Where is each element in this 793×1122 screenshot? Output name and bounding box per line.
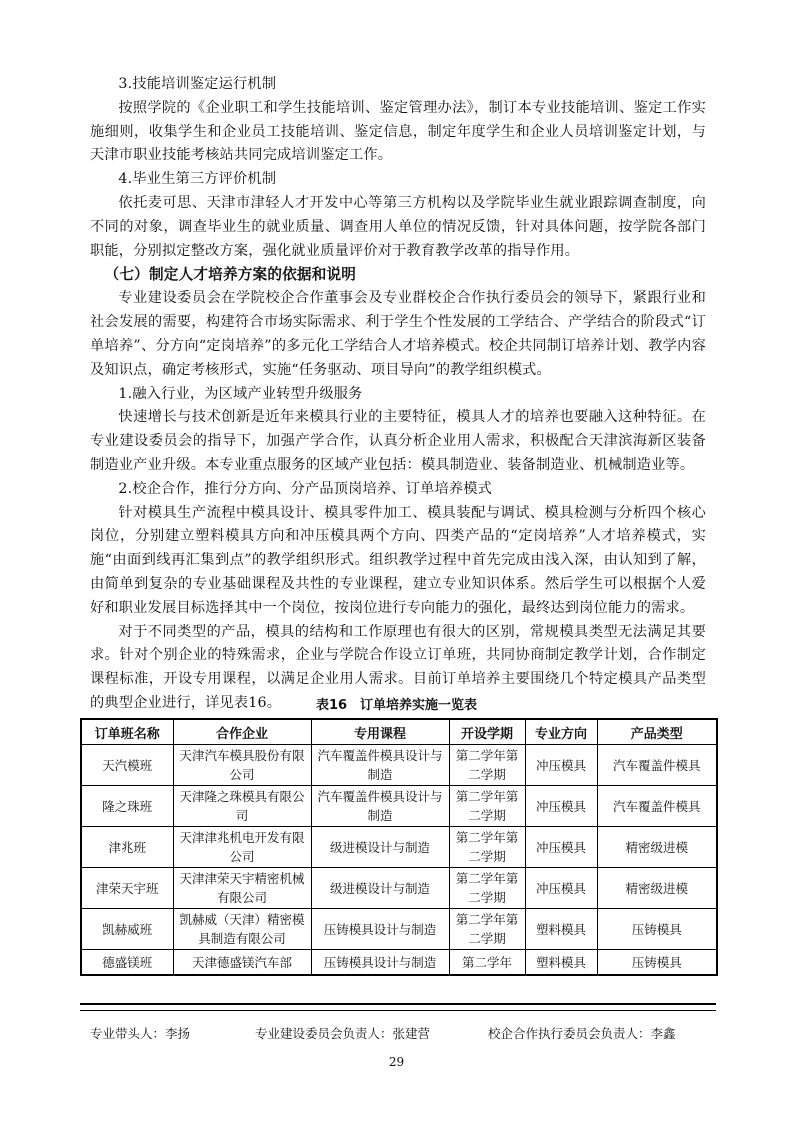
footer-committee: 专业建设委员会负责人：张建营 — [255, 1026, 431, 1041]
order-training-table — [80, 718, 718, 976]
paragraph-heading: 2.校企合作，推行分方向、分产品顶岗培养、订单培养模式 — [118, 480, 493, 497]
cell-class-name: 津兆班 — [81, 827, 173, 868]
cell-semester: 第二学年第二学期 — [449, 745, 525, 786]
footer-divider — [80, 1003, 716, 1005]
paragraph: 针对模具生产流程中模具设计、模具零件加工、模具装配与调试、模具检测与分析四个核心岗位，分别建立塑料模具方向和冲压模具两个方向、四类产品的“定岗培养”人才培养模式，实施“由面到线再汇集到点”的教学组织形式。组织教学过程中首先完成由浅入深，由认知到了解，由简单到复杂的专业基础课程及共性的专业课程，建立专业知识体系。然后学生可以根据个人爱好和职业发展目标选择其中一个岗位，按岗位进行专向能力的强化，最终达到岗位能力的需求。 — [90, 504, 706, 616]
page-number: 29 — [388, 1055, 405, 1069]
cell-partner: 天津津荣天宇精密机械有限公司 — [173, 868, 311, 909]
body-text — [90, 73, 706, 716]
cell-product: 精密级进模 — [597, 868, 717, 909]
cell-partner: 天津德盛镁汽车部 — [173, 950, 311, 976]
footer-divider-thin — [80, 1010, 716, 1011]
table-row — [81, 950, 717, 976]
cell-semester: 第二学年第二学期 — [449, 909, 525, 950]
paragraph: 对于不同类型的产品，模具的结构和工作原理也有很大的区别，常规模具类型无法满足其要求。针对个别企业的特殊需求，企业与学院合作设立订单班，共同协商制定教学计划，合作制定课程标准，开设专用课程，以满足企业用人需求。目前订单培养主要围绕几个特定模具产品类型的典型企业进行，详见表16。 — [90, 623, 706, 711]
cell-semester: 第二学年第二学期 — [449, 786, 525, 827]
cell-course: 汽车覆盖件模具设计与制造 — [311, 745, 449, 786]
cell-class-name: 德盛镁班 — [81, 950, 173, 976]
section-title: （七）制定人才培养方案的依据和说明 — [104, 266, 357, 284]
cell-class-name: 天汽模班 — [81, 745, 173, 786]
cell-direction: 冲压模具 — [525, 786, 597, 827]
header-product: 产品类型 — [597, 719, 717, 745]
table-row — [81, 868, 717, 909]
header-semester: 开设学期 — [449, 719, 525, 745]
paragraph: 专业建设委员会在学院校企合作董事会及专业群校企合作执行委员会的领导下，紧跟行业和社会发展的需要，构建符合市场实际需求、利于学生个性发展的工学结合、产学结合的阶段式“订单培养”、分方向“定岗培养”的多元化工学结合人才培养模式。校企共同制订培养计划、教学内容及知识点，确定考核形式，实施“任务驱动、项目导向”的教学组织模式。 — [90, 290, 706, 378]
cell-course: 级进模设计与制造 — [311, 827, 449, 868]
cell-product: 精密级进模 — [597, 827, 717, 868]
cell-direction: 冲压模具 — [525, 827, 597, 868]
paragraph-heading: 3.技能培训鉴定运行机制 — [118, 76, 277, 92]
footer-executive: 校企合作执行委员会负责人：李鑫 — [488, 1026, 676, 1041]
header-course: 专用课程 — [311, 719, 449, 745]
cell-partner: 天津隆之珠模具有限公司 — [173, 786, 311, 827]
cell-direction: 冲压模具 — [525, 745, 597, 786]
header-direction: 专业方向 — [525, 719, 597, 745]
cell-product: 汽车覆盖件模具 — [597, 745, 717, 786]
table-header-row — [81, 719, 717, 745]
cell-class-name: 凯赫威班 — [81, 909, 173, 950]
cell-semester: 第二学年 — [449, 950, 525, 976]
header-class-name: 订单班名称 — [81, 719, 173, 745]
cell-direction: 冲压模具 — [525, 868, 597, 909]
cell-partner: 天津汽车模具股份有限公司 — [173, 745, 311, 786]
cell-course: 压铸模具设计与制造 — [311, 950, 449, 976]
table-row — [81, 909, 717, 950]
paragraph: 快速增长与技术创新是近年来模具行业的主要特征，模具人才的培养也要融入这种特征。在专业建设委员会的指导下，加强产学合作，认真分析企业用人需求，积极配合天津滨海新区装备制造业产业升级。本专业重点服务的区域产业包括：模具制造业、装备制造业、机械制造业等。 — [90, 409, 706, 473]
cell-semester: 第二学年第二学期 — [449, 827, 525, 868]
cell-class-name: 津荣天宇班 — [81, 868, 173, 909]
paragraph: 按照学院的《企业职工和学生技能培训、鉴定管理办法》，制订本专业技能培训、鉴定工作实施细则，收集学生和企业员工技能培训、鉴定信息，制定年度学生和企业人员培训鉴定计划，与天津市职业技能考核站共同完成培训鉴定工作。 — [90, 99, 706, 164]
paragraph-heading: 4.毕业生第三方评价机制 — [118, 171, 277, 188]
table-row — [81, 745, 717, 786]
table-row — [81, 827, 717, 868]
cell-course: 汽车覆盖件模具设计与制造 — [311, 786, 449, 827]
cell-partner: 天津津兆机电开发有限公司 — [173, 827, 311, 868]
cell-product: 汽车覆盖件模具 — [597, 786, 717, 827]
cell-product: 压铸模具 — [597, 909, 717, 950]
cell-course: 压铸模具设计与制造 — [311, 909, 449, 950]
paragraph: 依托麦可思、天津市津轻人才开发中心等第三方机构以及学院毕业生就业跟踪调查制度，向不同的对象，调查毕业生的就业质量、调查用人单位的情况反馈，针对具体问题，按学院各部门职能，分别拟定整改方案，强化就业质量评价对于教育教学改革的指导作用。 — [90, 194, 706, 259]
cell-product: 压铸模具 — [597, 950, 717, 976]
cell-semester: 第二学年第二学期 — [449, 868, 525, 909]
cell-partner: 凯赫威（天津）精密模具制造有限公司 — [173, 909, 311, 950]
cell-class-name: 隆之珠班 — [81, 786, 173, 827]
cell-direction: 塑料模具 — [525, 950, 597, 976]
cell-direction: 塑料模具 — [525, 909, 597, 950]
paragraph-heading: 1.融入行业，为区域产业转型升级服务 — [118, 385, 363, 402]
table-caption: 表16 订单培养实施一览表 — [315, 698, 478, 713]
table-row — [81, 786, 717, 827]
cell-course: 级进模设计与制造 — [311, 868, 449, 909]
header-partner: 合作企业 — [173, 719, 311, 745]
footer-lead: 专业带头人：李扬 — [90, 1026, 191, 1041]
